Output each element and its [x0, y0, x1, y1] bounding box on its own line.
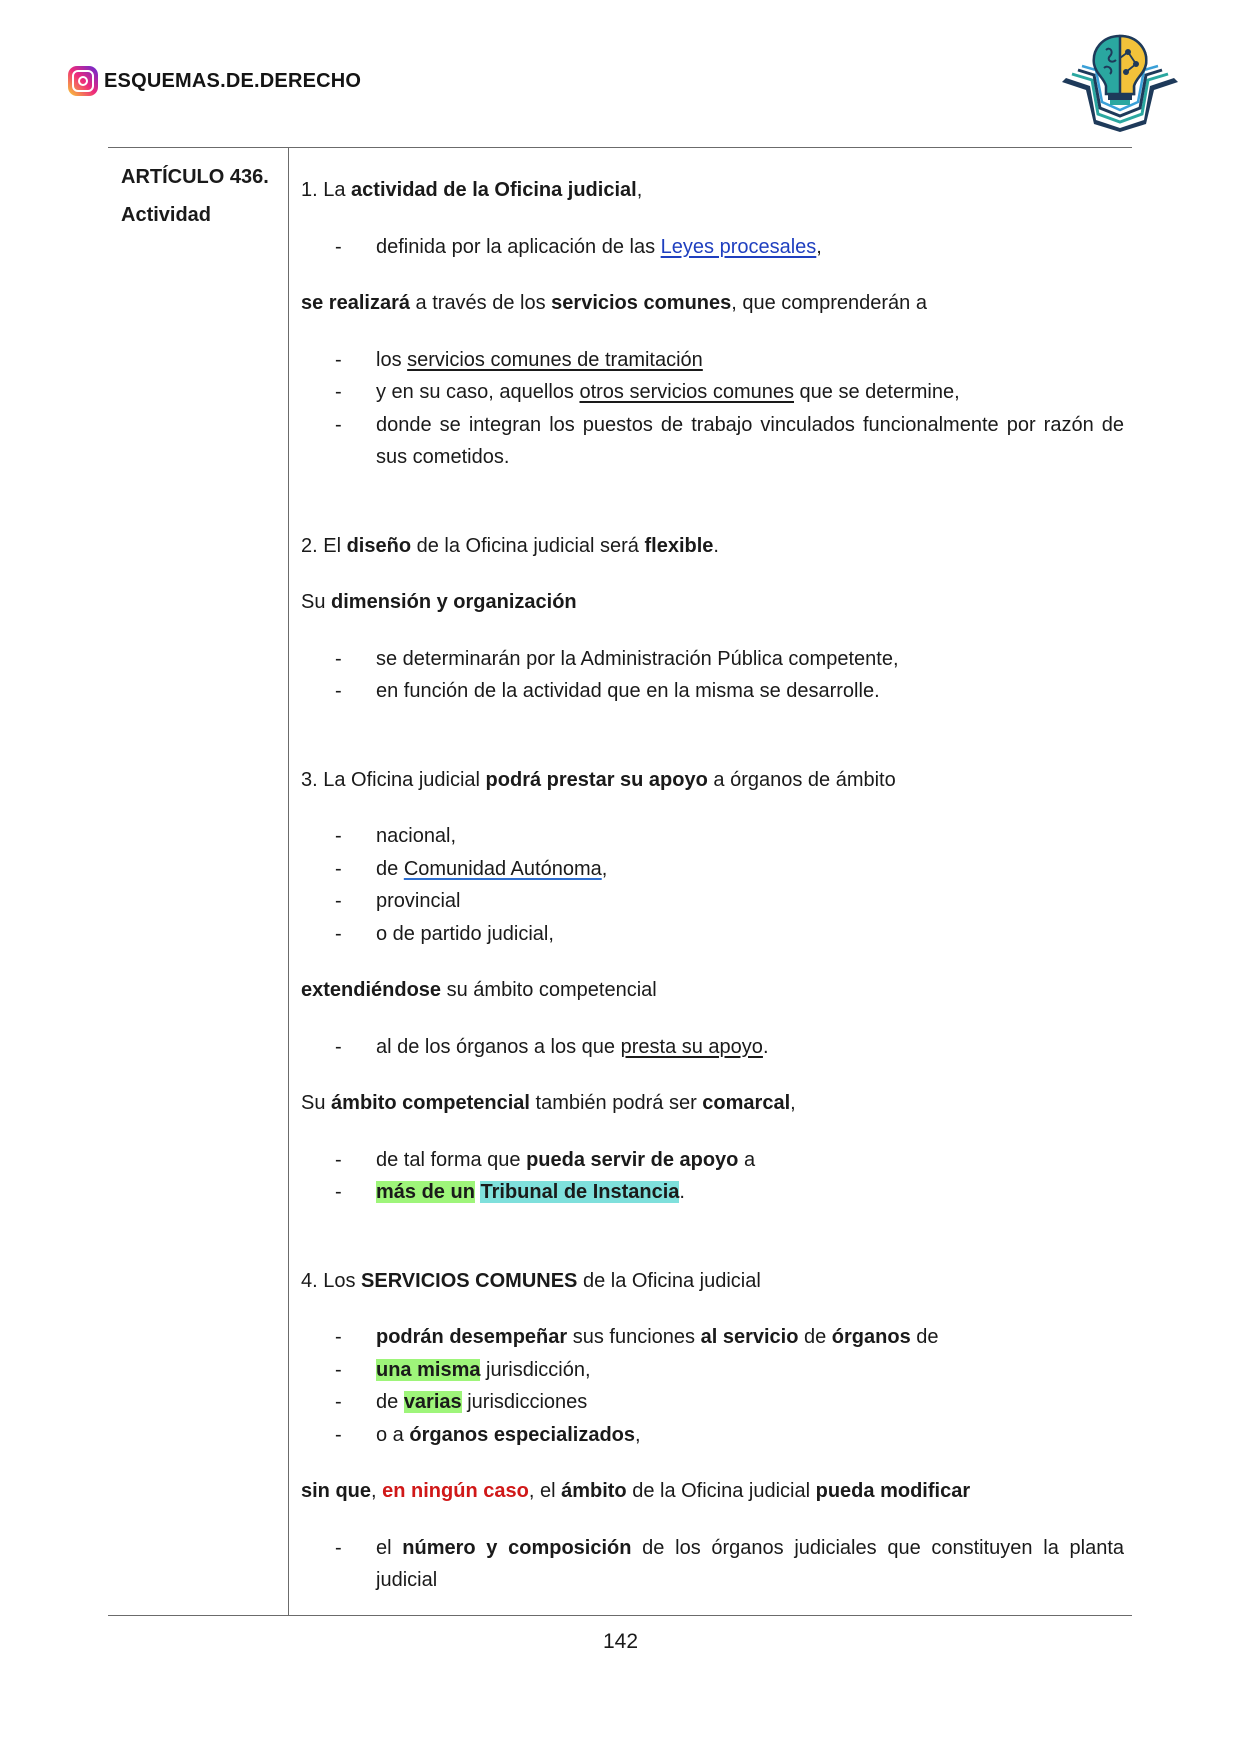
- list-item: - podrán desempeñar sus funciones al servicio de órganos de: [301, 1321, 1124, 1354]
- list-item: - de varias jurisdicciones: [301, 1386, 1124, 1419]
- list-item: - de Comunidad Autónoma,: [301, 853, 1124, 886]
- section-3-line-2: extendiéndose su ámbito competencial: [301, 979, 657, 1001]
- list-item: - el número y composición de los órganos judiciales que constituyen la planta judicial: [301, 1532, 1124, 1597]
- table-column-divider: [288, 147, 289, 1615]
- page-number: 142: [602, 1630, 639, 1653]
- section-4-list-a: [301, 1321, 1124, 1451]
- article-number: ARTÍCULO 436.: [121, 166, 269, 188]
- list-item: - y en su caso, aquellos otros servicios comunes que se determine,: [301, 376, 1124, 409]
- leyes-procesales-link[interactable]: Leyes procesales: [660, 235, 817, 258]
- list-item: - una misma jurisdicción,: [301, 1354, 1124, 1387]
- section-3-list-c: [301, 1144, 1124, 1209]
- list-item: - de tal forma que pueda servir de apoyo a: [301, 1144, 1124, 1177]
- brand-name: ESQUEMAS.DE.DERECHO: [104, 69, 362, 92]
- section-1-intro: 1. La actividad de la Oficina judicial,: [301, 179, 643, 201]
- section-4-list-b: [301, 1532, 1124, 1597]
- brand-header: [68, 64, 361, 98]
- table-top-border: [108, 147, 1132, 148]
- section-3-list-a: [301, 820, 1124, 950]
- list-item: - los servicios comunes de tramitación: [301, 344, 1124, 377]
- article-title: Actividad: [121, 204, 212, 226]
- list-item: - en función de la actividad que en la misma se desarrolle.: [301, 675, 1124, 708]
- section-1-list-b: [301, 344, 1124, 474]
- section-4-line-2: sin que, en ningún caso, el ámbito de la Oficina judicial pueda modificar: [301, 1480, 971, 1502]
- section-2-intro: 2. El diseño de la Oficina judicial será flexible.: [301, 534, 719, 557]
- list-item: - al de los órganos a los que presta su apoyo.: [301, 1031, 1124, 1064]
- section-3-list-b: [301, 1031, 1124, 1064]
- list-item: - más de un Tribunal de Instancia.: [301, 1176, 1124, 1209]
- list-item: - donde se integran los puestos de trabajo vinculados funcionalmente por razón de sus cometidos.: [301, 409, 1124, 474]
- section-3-line-3: Su ámbito competencial también podrá ser comarcal,: [301, 1092, 796, 1114]
- list-item: - o de partido judicial,: [301, 918, 1124, 951]
- list-item: - provincial: [301, 885, 1124, 918]
- section-4-intro: 4. Los SERVICIOS COMUNES de la Oficina judicial: [301, 1269, 761, 1292]
- table-bottom-border: [108, 1615, 1132, 1616]
- section-3-intro: 3. La Oficina judicial podrá prestar su apoyo a órganos de ámbito: [301, 768, 896, 791]
- section-2-list: [301, 643, 1124, 708]
- article-heading: [121, 162, 269, 238]
- section-1-list-a: [301, 231, 1124, 264]
- list-item: - se determinarán por la Administración Pública competente,: [301, 643, 1124, 676]
- article-body: [301, 174, 1124, 1597]
- lightbulb-book-logo: [1060, 28, 1180, 132]
- section-2-line-2: Su dimensión y organización: [301, 591, 577, 613]
- list-item: - o a órganos especializados,: [301, 1419, 1124, 1452]
- list-item: - definida por la aplicación de las Leyes procesales,: [301, 231, 1124, 264]
- instagram-icon: [68, 66, 98, 96]
- list-item: - nacional,: [301, 820, 1124, 853]
- section-1-line-2: se realizará a través de los servicios comunes, que comprenderán a: [301, 292, 927, 314]
